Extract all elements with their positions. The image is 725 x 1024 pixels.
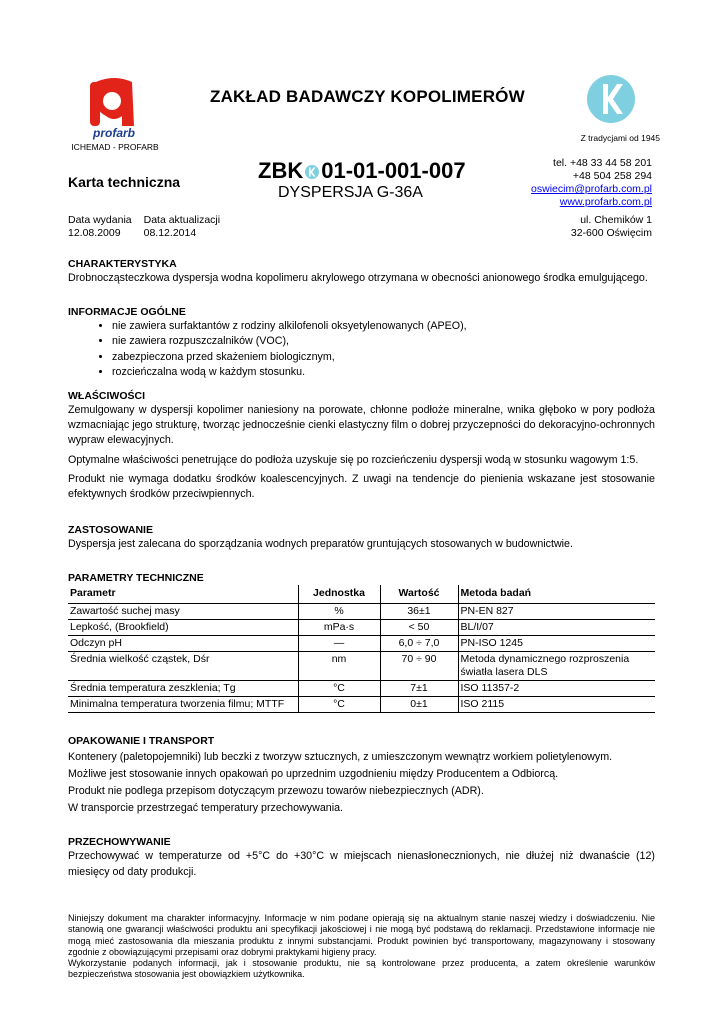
table-cell: 0±1: [380, 696, 458, 712]
section-title-charakterystyka: CHARAKTERYSTYKA: [68, 258, 177, 270]
table-cell: %: [298, 603, 380, 619]
section-title-parametry: PARAMETRY TECHNICZNE: [68, 572, 204, 585]
section-title-przechowywanie: PRZECHOWYWANIE: [68, 836, 171, 849]
table-cell: Średnia wielkość cząstek, Dśr: [68, 651, 298, 680]
table-cell: BL/I/07: [458, 619, 655, 635]
table-cell: 36±1: [380, 603, 458, 619]
disclaimer-p2: Wykorzystanie podanych informacji, jak i stosowanie produktu, nie są kontrolowane przez producenta, a zatem określenie warunków bezpieczeństwa stosowania jest obowiązkiem użytkownika.: [68, 958, 655, 980]
website-link[interactable]: www.profarb.com.pl: [559, 196, 652, 208]
table-cell: °C: [298, 696, 380, 712]
tradition-caption: Z tradycjami od 1945: [580, 133, 660, 143]
main-content: [68, 258, 655, 880]
table-cell: nm: [298, 651, 380, 680]
table-cell: ISO 2115: [458, 696, 655, 712]
issue-label: Data wydania: [68, 214, 132, 226]
table-cell: Minimalna temperatura tworzenia filmu; MTTF: [68, 696, 298, 712]
section-title-zastosowanie: ZASTOSOWANIE: [68, 524, 153, 537]
k-logo-icon: [304, 160, 320, 176]
params-table: [68, 585, 655, 712]
phone-1: tel. +48 33 44 58 201: [553, 157, 652, 169]
list-item: • zabezpieczona przed skażeniem biologicznym,: [112, 350, 655, 365]
table-cell: mPa·s: [298, 619, 380, 635]
table-header: Wartość: [380, 585, 458, 603]
doc-type: Karta techniczna: [68, 174, 181, 190]
opakowanie-p4: W transporcie przestrzegać temperatury przechowywania.: [68, 802, 344, 815]
code-prefix: ZBK: [258, 158, 304, 183]
table-row: [68, 619, 655, 635]
table-cell: < 50: [380, 619, 458, 635]
section-title-wlasciwosci: WŁAŚCIWOŚCI: [68, 390, 145, 403]
table-cell: —: [298, 635, 380, 651]
list-item: • rozcieńczalna wodą w każdym stosunku.: [112, 365, 655, 380]
table-cell: °C: [298, 680, 380, 696]
left-logo-caption: ICHEMAD - PROFARB: [71, 142, 159, 152]
list-item: • nie zawiera rozpuszczalników (VOC),: [112, 334, 655, 349]
update-label: Data aktualizacji: [143, 214, 221, 226]
table-cell: Zawartość suchej masy: [68, 603, 298, 619]
product-name: DYSPERSJA G-36A: [278, 184, 423, 201]
email-link[interactable]: oswiecim@profarb.com.pl: [531, 183, 652, 195]
opakowanie-p2: Możliwe jest stosowanie innych opakowań po uprzednim uzgodnieniu między Producentem a Odbiorcą.: [68, 767, 559, 780]
table-cell: Lepkość, (Brookfield): [68, 619, 298, 635]
table-row: [68, 680, 655, 696]
section-title-opakowanie: OPAKOWANIE I TRANSPORT: [68, 734, 215, 747]
table-row: [68, 603, 655, 619]
table-cell: Metoda dynamicznego rozproszenia światła lasera DLS: [458, 651, 655, 680]
table-cell: 70 ÷ 90: [380, 651, 458, 680]
profarb-logo-text: profarb: [93, 126, 135, 140]
table-cell: Odczyn pH: [68, 635, 298, 651]
disclaimer-p1: Niniejszy dokument ma charakter informacyjny. Informacje w nim podane opierają się na aktualnym stanie naszej wiedzy i doświadczeniu. Nie stanowią one gwarancji właściwości produktu ani specyfikacji jakościowej i nie mogą być podstawą do reklamacji. Przedstawione informacje nie mogą mieć zastosowania dla mieszania produktu z innymi substancjami. Produkt powinien być transportowany, magazynowany i stosowany zgodnie z obowiązującymi przepisami oraz dobrymi praktykami higieny pracy.: [68, 913, 655, 957]
address-block: [571, 214, 652, 240]
opakowanie-p1: Kontenery (paletopojemniki) lub beczki z tworzyw sztucznych, z umieszczonym wewnątrz workiem polietylenowym.: [68, 750, 613, 763]
opakowanie-p3: Produkt nie podlega przepisom dotyczącym przewozu towarów niebezpiecznych (ADR).: [68, 785, 484, 798]
dates-block: [68, 214, 232, 240]
contact-block: [531, 157, 652, 209]
table-row: [68, 696, 655, 712]
table-cell: ISO 11357-2: [458, 680, 655, 696]
phone-2: +48 504 258 294: [572, 170, 652, 182]
list-item: • nie zawiera surfaktantów z rodziny alkilofenoli oksyetylenowanych (APEO),: [112, 319, 655, 334]
product-code: [258, 158, 466, 184]
street: ul. Chemików 1: [580, 214, 652, 226]
section-title-informacje: INFORMACJE OGÓLNE: [68, 306, 186, 319]
charakterystyka-text: Drobnocząsteczkowa dyspersja wodna kopolimeru akrylowego otrzymana w obecności anionowego środka emulgującego.: [68, 272, 648, 284]
issue-date: 12.08.2009: [68, 227, 121, 239]
update-date: 08.12.2014: [143, 227, 197, 239]
wlasciwosci-p2: Optymalne właściwości penetrujące do podłoża uzyskuje się po rozcieńczeniu dyspersji wodą w stosunku wagowym 1:5.: [68, 453, 639, 466]
wlasciwosci-p3: Produkt nie wymaga dodatku środków koalescencyjnych. Z uwagi na tendencje do pienienia wskazane jest stosowanie efektywnych środków przeciwpiennych.: [68, 472, 655, 501]
table-cell: PN-EN 827: [458, 603, 655, 619]
table-cell: PN-ISO 1245: [458, 635, 655, 651]
code-suffix: 01-01-001-007: [321, 158, 466, 183]
city: 32-600 Oświęcim: [570, 227, 652, 239]
zbk-logo: [584, 72, 638, 126]
table-row: [68, 635, 655, 651]
table-header: Jednostka: [298, 585, 380, 603]
zastosowanie-text: Dyspersja jest zalecana do sporządzania wodnych preparatów gruntujących stosowanych w budownictwie.: [68, 538, 573, 551]
wlasciwosci-p1: Zemulgowany w dyspersji kopolimer naniesiony na porowate, chłonne podłoże mineralne, wnika głęboko w pory podłoża wzmacniając jego strukturę, tworząc jednocześnie cienki elastyczny film o dobrej przyczepności do dekoracyjno-ochronnych wypraw elewacyjnych.: [68, 404, 655, 447]
table-cell: 7±1: [380, 680, 458, 696]
table-cell: 6,0 ÷ 7,0: [380, 635, 458, 651]
przechowywanie-text: Przechowywać w temperaturze od +5°C do +30°C w miejscach nienasłonecznionych, nie dłużej niż dwanaście (12) miesięcy od daty produkcji.: [68, 850, 655, 878]
table-header: Metoda badań: [458, 585, 655, 603]
informacje-list: [68, 319, 655, 380]
table-cell: Średnia temperatura zeszklenia; Tg: [68, 680, 298, 696]
company-name: ZAKŁAD BADAWCZY KOPOLIMERÓW: [210, 87, 525, 106]
table-row: [68, 651, 655, 680]
disclaimer: [68, 913, 655, 981]
table-header: Parametr: [68, 585, 298, 603]
